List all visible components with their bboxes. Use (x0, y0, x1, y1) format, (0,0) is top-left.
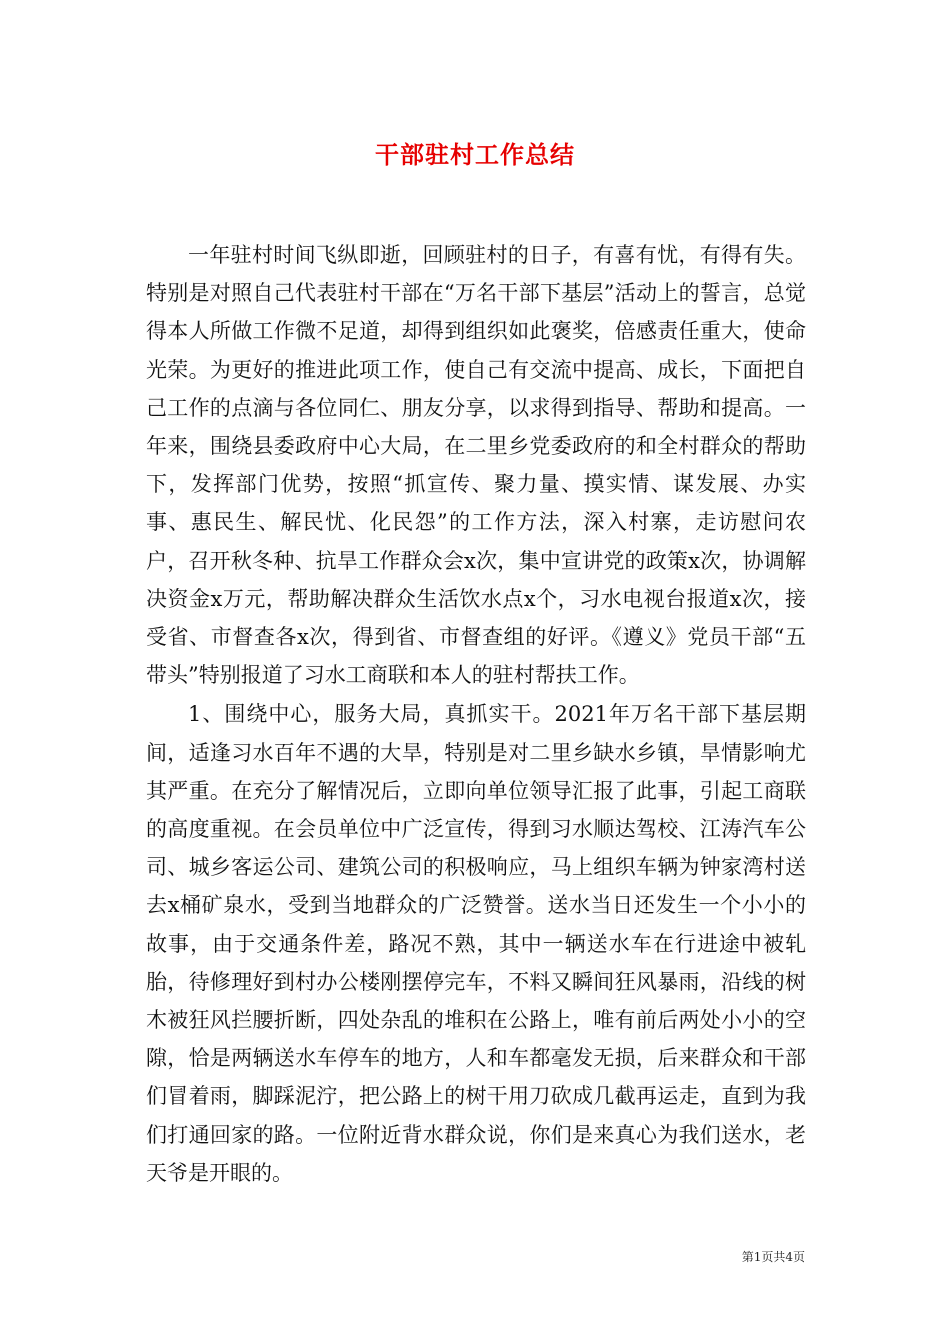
document-body (146, 236, 806, 1192)
paragraph-section-1: 1、围绕中心，服务大局，真抓实干。2021年万名干部下基层期间，适逢习水百年不遇的大旱，特别是对二里乡缺水乡镇，旱情影响尤其严重。在充分了解情况后，立即向单位领导汇报了此事，引起工商联的高度重视。在会员单位中广泛宣传，得到习水顺达驾校、江涛汽车公司、城乡客运公司、建筑公司的积极响应，马上组织车辆为钟家湾村送去x桶矿泉水，受到当地群众的广泛赞誉。送水当日还发生一个小小的故事，由于交通条件差，路况不熟，其中一辆送水车在行进途中被轧胎，待修理好到村办公楼刚摆停完车，不料又瞬间狂风暴雨，沿线的树木被狂风拦腰折断，四处杂乱的堆积在公路上，唯有前后两处小小的空隙，恰是两辆送水车停车的地方，人和车都毫发无损，后来群众和干部们冒着雨，脚踩泥泞，把公路上的树干用刀砍成几截再运走，直到为我们打通回家的路。一位附近背水群众说，你们是来真心为我们送水，老天爷是开眼的。 (146, 702, 806, 1185)
page-number-label: 第1页共4页 (741, 1250, 805, 1264)
document-title: 干部驻村工作总结 (375, 140, 575, 169)
page-number-footer (742, 1248, 805, 1265)
paragraph-intro: 一年驻村时间飞纵即逝，回顾驻村的日子，有喜有忧，有得有失。特别是对照自己代表驻村干部在“万名干部下基层”活动上的誓言，总觉得本人所做工作微不足道，却得到组织如此褒奖，倍感责任重大，使命光荣。为更好的推进此项工作，使自己有交流中提高、成长，下面把自己工作的点滴与各位同仁、朋友分享，以求得到指导、帮助和提高。一年来，围绕县委政府中心大局，在二里乡党委政府的和全村群众的帮助下，发挥部门优势，按照“抓宣传、聚力量、摸实情、谋发展、办实事、惠民生、解民忧、化民怨”的工作方法，深入村寨，走访慰问农户，召开秋冬种、抗旱工作群众会x次，集中宣讲党的政策x次，协调解决资金x万元，帮助解决群众生活饮水点x个，习水电视台报道x次，接受省、市督查各x次，得到省、市督查组的好评。《遵义》党员干部“五带头”特别报道了习水工商联和本人的驻村帮扶工作。 (146, 243, 806, 688)
